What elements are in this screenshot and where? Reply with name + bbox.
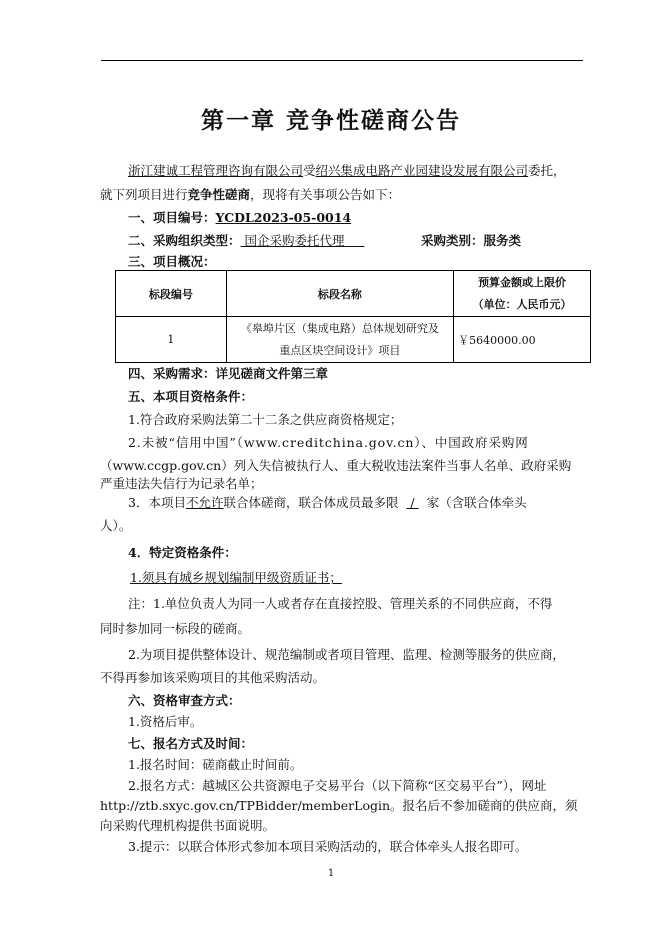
cell-budget: ￥5640000.00 [454, 317, 591, 363]
client-name: 绍兴集成电路产业园建设发展有限公司 [315, 163, 529, 178]
qual-item-3a: 3．本项目不允许联合体磋商，联合体成员最多限 / 家（含联合体牵头 [128, 495, 527, 510]
consortium-allowed: 不允许 [185, 495, 224, 510]
review-item-1: 1.资格后审。 [128, 714, 203, 729]
note-1b: 同时参加同一标段的磋商。 [100, 621, 251, 636]
registration-item-1: 1.报名时间：磋商截止时间前。 [128, 757, 303, 772]
category-value: 服务类 [483, 233, 522, 248]
col-header-lot-name: 标段名称 [226, 271, 453, 317]
registration-item-2b: http://ztb.sxyc.gov.cn/TPBidder/memberLogin。报名后不参加磋商的供应商，须 [100, 798, 578, 813]
intro-line-1: 浙江建诚工程管理咨询有限公司受绍兴集成电路产业园建设发展有限公司委托， [128, 163, 566, 178]
category-line: 采购类别：服务类 [421, 233, 522, 248]
qualification-heading: 五、本项目资格条件： [128, 389, 254, 404]
project-number-line: 一、项目编号：YCDL2023-05-0014 [128, 210, 352, 225]
registration-item-3: 3.提示：以联合体形式参加本项目采购活动的，联合体牵头人报名即可。 [128, 839, 528, 854]
header-rule [101, 60, 583, 61]
table-header-row [116, 271, 591, 317]
registration-item-2a: 2.报名方式：越城区公共资源电子交易平台（以下简称“区交易平台”），网址 [128, 778, 547, 793]
qual-item-2b: （www.ccgp.gov.cn）列入失信被执行人、重大税收违法案件当事人名单、政府采购 [100, 458, 572, 473]
cell-lot-name: 《皋埠片区（集成电路）总体规划研究及 重点区块空间设计》项目 [226, 317, 453, 363]
note-1a: 注：1.单位负责人为同一人或者存在直接控股、管理关系的不同供应商，不得 [128, 596, 553, 611]
qual-item-3b: 人）。 [100, 518, 132, 533]
note-2b: 不得再参加该采购项目的其他采购活动。 [100, 670, 326, 685]
special-qual-heading: 4．特定资格条件： [128, 545, 237, 560]
table-row [116, 317, 591, 363]
cell-lot-no: 1 [116, 317, 227, 363]
page-number: 1 [327, 868, 335, 879]
qual-item-1: 1.符合政府采购法第二十二条之供应商资格规定； [128, 412, 403, 427]
registration-item-2c: 向采购代理机构提供书面说明。 [100, 818, 276, 833]
intro-line-2: 就下列项目进行竞争性磋商，现将有关事项公告如下： [100, 187, 401, 202]
project-number: YCDL2023-05-0014 [215, 210, 352, 225]
procurement-method: 竞争性磋商 [187, 187, 251, 202]
qual-item-2a: 2.未被“信用中国”（www.creditchina.gov.cn）、中国政府采购网 [128, 435, 529, 450]
review-heading: 六、资格审查方式： [128, 693, 241, 708]
qual-item-2c: 严重违法失信行为记录名单； [100, 476, 263, 491]
org-type-value: 国企采购委托代理 [244, 233, 345, 248]
project-table [115, 270, 591, 363]
special-qual-item-1: 1.须具有城乡规划编制甲级资质证书； [130, 570, 342, 585]
col-header-budget: 预算金额或上限价 （单位：人民币元） [454, 271, 591, 317]
note-2a: 2.为项目提供整体设计、规范编制或者项目管理、监理、检测等服务的供应商， [128, 647, 565, 662]
agency-name: 浙江建诚工程管理咨询有限公司 [128, 163, 304, 178]
col-header-lot-no: 标段编号 [116, 271, 227, 317]
registration-heading: 七、报名方式及时间： [128, 736, 254, 751]
org-type-line: 二、采购组织类型： 国企采购委托代理 [128, 233, 364, 249]
chapter-title: 第一章 竞争性磋商公告 [200, 107, 461, 134]
overview-heading: 三、项目概况： [128, 254, 216, 269]
consortium-limit: / [406, 495, 419, 510]
requirement-heading: 四、采购需求：详见磋商文件第三章 [128, 366, 329, 381]
